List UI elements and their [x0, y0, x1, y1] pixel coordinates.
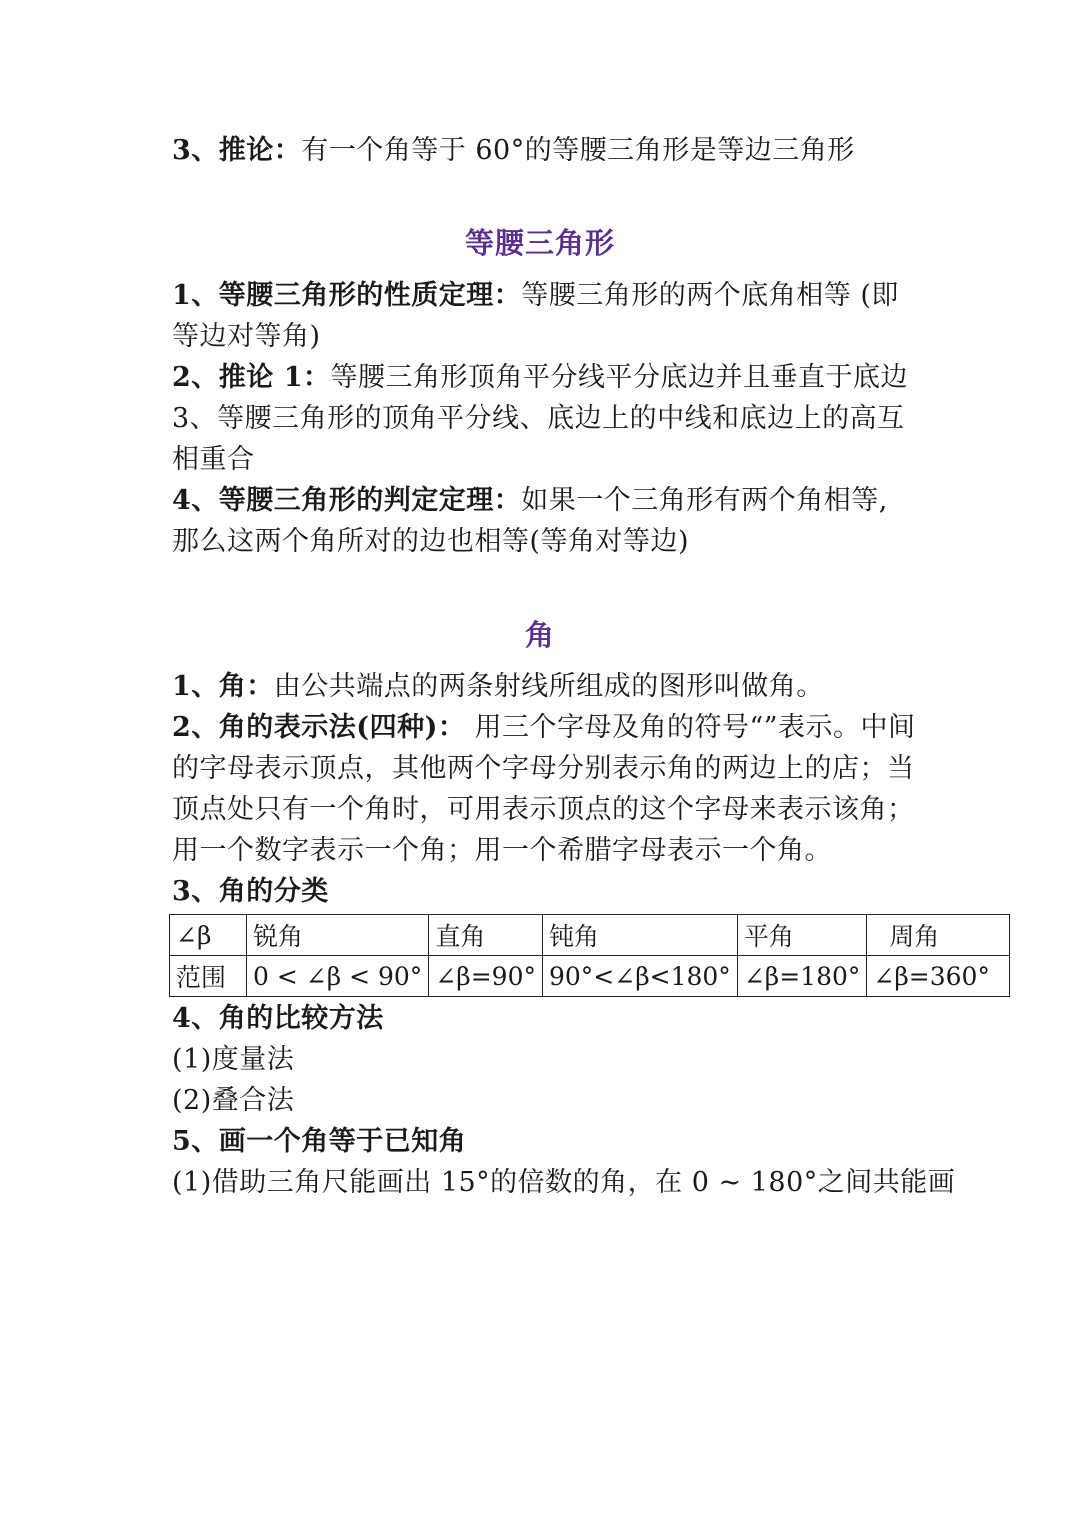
- isosceles-item-1: [172, 279, 899, 313]
- item-text: 由公共端点的两条射线所组成的图形叫做角。: [273, 671, 824, 702]
- corollary-3: [172, 134, 855, 168]
- item-text: 如果一个三角形有两个角相等,: [521, 485, 888, 516]
- isosceles-item-2: [172, 361, 908, 395]
- table-cell: 锐角: [247, 915, 429, 956]
- item-number: 1、: [172, 280, 219, 311]
- item-label: 角的表示法(四种)：: [218, 712, 466, 743]
- table-cell: ∠β: [170, 915, 247, 956]
- table-cell: 90°<∠β<180°: [542, 956, 737, 997]
- angle-item-5-sub1: (1)借助三角尺能画出 15°的倍数的角，在 0 ~ 180°之间共能画: [172, 1167, 956, 1198]
- item-number: 5、: [172, 1126, 219, 1157]
- angle-item-3: [172, 875, 329, 909]
- item-label: 推论：: [218, 135, 302, 166]
- isosceles-item-1-cont: 等边对等角): [172, 321, 321, 352]
- table-header-row: [170, 915, 1010, 956]
- angle-classification-table: [169, 914, 1010, 997]
- table-cell: 0 < ∠β < 90°: [247, 956, 429, 997]
- angle-item-1: [172, 670, 824, 704]
- table-cell: 直角: [429, 915, 543, 956]
- item-text: 用三个字母及角的符号“”表示。中间: [465, 712, 916, 743]
- angle-item-4-sub1: (1)度量法: [172, 1044, 295, 1075]
- item-number: 4、: [172, 485, 219, 516]
- table-cell: 钝角: [542, 915, 737, 956]
- isosceles-item-4-cont: 那么这两个角所对的边也相等(等角对等边): [172, 526, 690, 557]
- table-cell: ∠β=90°: [429, 956, 543, 997]
- item-label: 等腰三角形的性质定理：: [218, 280, 522, 311]
- section-heading-angle: 角: [524, 618, 555, 652]
- item-number: 3、: [172, 876, 219, 907]
- item-label: 角的比较方法: [218, 1003, 384, 1034]
- item-text: 有一个角等于 60°的等腰三角形是等边三角形: [301, 135, 855, 166]
- item-number: 3、: [172, 135, 219, 166]
- item-text: 等腰三角形的两个底角相等 (即: [521, 280, 899, 311]
- angle-item-4: [172, 1002, 384, 1036]
- table-cell: 平角: [737, 915, 867, 956]
- table-cell: ∠β=180°: [737, 956, 867, 997]
- item-label: 画一个角等于已知角: [218, 1126, 467, 1157]
- isosceles-item-3-cont: 相重合: [172, 444, 255, 475]
- isosceles-item-4: [172, 484, 888, 518]
- item-number: 2、: [172, 712, 219, 743]
- angle-item-2-line3: 顶点处只有一个角时，可用表示顶点的这个字母来表示该角；: [172, 794, 915, 825]
- angle-item-2-line4: 用一个数字表示一个角；用一个希腊字母表示一个角。: [172, 835, 832, 866]
- angle-item-5: [172, 1125, 466, 1159]
- table-cell: ∠β=360°: [867, 956, 1010, 997]
- table-row: [170, 956, 1010, 997]
- item-label: 角：: [218, 671, 274, 702]
- angle-item-4-sub2: (2)叠合法: [172, 1085, 295, 1116]
- item-label: 等腰三角形的判定定理：: [218, 485, 522, 516]
- angle-item-2: [172, 711, 916, 745]
- item-label: 推论 1：: [218, 362, 331, 393]
- table-cell: 周角: [867, 915, 1010, 956]
- table-cell: 范围: [170, 956, 247, 997]
- item-number: 1、: [172, 671, 219, 702]
- isosceles-item-3: 3、等腰三角形的顶角平分线、底边上的中线和底边上的高互: [172, 403, 905, 434]
- item-number: 2、: [172, 362, 219, 393]
- item-label: 角的分类: [218, 876, 329, 907]
- section-heading-isosceles: 等腰三角形: [464, 226, 615, 260]
- angle-item-2-line2: 的字母表示顶点，其他两个字母分别表示角的两边上的店；当: [172, 753, 915, 784]
- item-text: 等腰三角形顶角平分线平分底边并且垂直于底边: [330, 362, 908, 393]
- item-number: 4、: [172, 1003, 219, 1034]
